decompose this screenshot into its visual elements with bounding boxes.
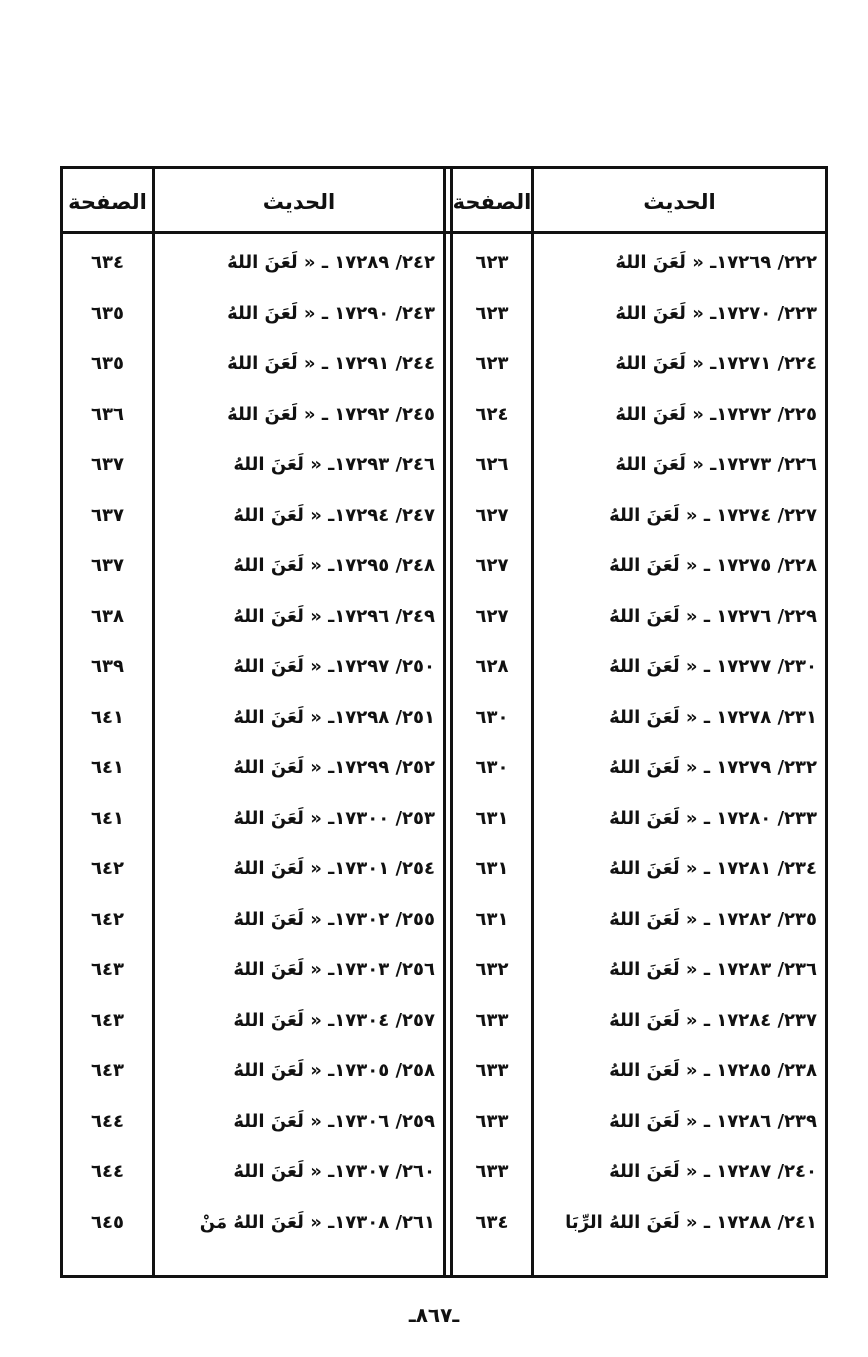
page-ref: ٦٣٥ xyxy=(91,303,124,324)
page-ref: ٦٤٢ xyxy=(91,909,124,930)
page-ref: ٦٣٢ xyxy=(475,959,509,980)
hadith-entry: ٢٥٥/ ١٧٣٠٢ـ « لَعَنَ اللهُ xyxy=(233,909,435,930)
hadith-entry: ٢٤٧/ ١٧٢٩٤ـ « لَعَنَ اللهُ xyxy=(233,505,435,526)
page-ref: ٦٢٤ xyxy=(475,404,509,425)
page-ref: ٦٣٧ xyxy=(91,555,124,576)
hadith-entry: ٢٢٨/ ١٧٢٧٥ ـ « لَعَنَ اللهُ xyxy=(609,555,817,576)
hadith-entry: ٢٤٦/ ١٧٢٩٣ـ « لَعَنَ اللهُ xyxy=(233,454,435,475)
page-ref: ٦٣٠ xyxy=(475,757,509,778)
page-ref: ٦٣٧ xyxy=(91,454,124,475)
hadith-entry: ٢٢٧/ ١٧٢٧٤ ـ « لَعَنَ اللهُ xyxy=(609,505,817,526)
hadith-entry: ٢٥٧/ ١٧٣٠٤ـ « لَعَنَ اللهُ xyxy=(233,1010,435,1031)
page-ref: ٦٣٤ xyxy=(91,252,124,273)
hadith-entry: ٢٣٤/ ١٧٢٨١ ـ « لَعَنَ اللهُ xyxy=(609,858,817,879)
hadith-entry: ٢٦١/ ١٧٣٠٨ـ « لَعَنَ اللهُ مَنْ xyxy=(199,1212,435,1233)
page-ref: ٦٣١ xyxy=(475,808,509,829)
header-hadith-right: الحديث xyxy=(643,190,716,214)
column-divider xyxy=(443,169,446,1275)
hadith-entry: ٢٤١/ ١٧٢٨٨ ـ « لَعَنَ اللهُ الرِّبَا xyxy=(565,1212,817,1233)
hadith-entry: ٢٢٤/ ١٧٢٧١ـ « لَعَنَ اللهُ xyxy=(615,353,817,374)
header-hadith-left: الحديث xyxy=(262,190,336,214)
index-table xyxy=(60,166,828,1278)
hadith-entry: ٢٤٥/ ١٧٢٩٢ ـ « لَعَنَ اللهُ xyxy=(227,404,435,425)
hadith-entry: ٢٤٠/ ١٧٢٨٧ ـ « لَعَنَ اللهُ xyxy=(609,1161,817,1182)
page-ref: ٦٣٥ xyxy=(91,353,124,374)
page-ref: ٦٣٤ xyxy=(475,1212,509,1233)
hadith-entry: ٢٤٣/ ١٧٢٩٠ ـ « لَعَنَ اللهُ xyxy=(227,303,435,324)
hadith-entry: ٢٣٨/ ١٧٢٨٥ ـ « لَعَنَ اللهُ xyxy=(609,1060,817,1081)
hadith-entry: ٢٥٢/ ١٧٢٩٩ـ « لَعَنَ اللهُ xyxy=(233,757,435,778)
hadith-entry: ٢٣١/ ١٧٢٧٨ ـ « لَعَنَ اللهُ xyxy=(609,707,817,728)
page-ref: ٦٣١ xyxy=(475,858,509,879)
hadith-entry: ٢٥٣/ ١٧٣٠٠ـ « لَعَنَ اللهُ xyxy=(233,808,435,829)
page-ref: ٦٣٣ xyxy=(475,1060,509,1081)
hadith-entry: ٢٥٦/ ١٧٣٠٣ـ « لَعَنَ اللهُ xyxy=(233,959,435,980)
hadith-entry: ٢٣٠/ ١٧٢٧٧ ـ « لَعَنَ اللهُ xyxy=(609,656,817,677)
page-number: ـ٨٦٧ـ xyxy=(408,1303,460,1327)
page-ref: ٦٣٣ xyxy=(475,1010,509,1031)
page-ref: ٦٤٢ xyxy=(91,858,124,879)
page-ref: ٦٣٦ xyxy=(91,404,124,425)
page-ref: ٦٣٧ xyxy=(91,505,124,526)
page-ref: ٦٤٣ xyxy=(91,1010,124,1031)
page-ref: ٦٤١ xyxy=(91,808,124,829)
page-ref: ٦٣١ xyxy=(475,909,509,930)
page-ref: ٦٤٥ xyxy=(91,1212,124,1233)
hadith-entry: ٢٥٤/ ١٧٣٠١ـ « لَعَنَ اللهُ xyxy=(233,858,435,879)
page-ref: ٦٢٧ xyxy=(475,606,509,627)
hadith-entry: ٢٤٩/ ١٧٢٩٦ـ « لَعَنَ اللهُ xyxy=(233,606,435,627)
hadith-entry: ٢٣٥/ ١٧٢٨٢ ـ « لَعَنَ اللهُ xyxy=(609,909,817,930)
hadith-entry: ٢٢٩/ ١٧٢٧٦ ـ « لَعَنَ اللهُ xyxy=(609,606,817,627)
hadith-entry: ٢٤٤/ ١٧٢٩١ ـ « لَعَنَ اللهُ xyxy=(227,353,435,374)
page-ref: ٦٤١ xyxy=(91,757,124,778)
hadith-entry: ٢٣٣/ ١٧٢٨٠ ـ « لَعَنَ اللهُ xyxy=(609,808,817,829)
hadith-entry: ٢٦٠/ ١٧٣٠٧ـ « لَعَنَ اللهُ xyxy=(233,1161,435,1182)
page-ref: ٦٢٧ xyxy=(475,555,509,576)
page-ref: ٦٤٤ xyxy=(91,1161,124,1182)
page-ref: ٦٣٩ xyxy=(91,656,124,677)
hadith-entry: ٢٢٦/ ١٧٢٧٣ـ « لَعَنَ اللهُ xyxy=(615,454,817,475)
header-divider xyxy=(63,231,825,234)
header-page-right: الصفحة xyxy=(452,190,532,214)
hadith-entry: ٢٤٨/ ١٧٢٩٥ـ « لَعَنَ اللهُ xyxy=(233,555,435,576)
page-ref: ٦٤٤ xyxy=(91,1111,124,1132)
page-ref: ٦٢٣ xyxy=(475,252,509,273)
hadith-entry: ٢٢٣/ ١٧٢٧٠ـ « لَعَنَ اللهُ xyxy=(615,303,817,324)
page-ref: ٦٣٣ xyxy=(475,1161,509,1182)
hadith-entry: ٢٥٨/ ١٧٣٠٥ـ « لَعَنَ اللهُ xyxy=(233,1060,435,1081)
hadith-entry: ٢٣٧/ ١٧٢٨٤ ـ « لَعَنَ اللهُ xyxy=(609,1010,817,1031)
page-ref: ٦٤٣ xyxy=(91,959,124,980)
hadith-entry: ٢٣٢/ ١٧٢٧٩ ـ « لَعَنَ اللهُ xyxy=(609,757,817,778)
page-ref: ٦٢٣ xyxy=(475,303,509,324)
header-page-left: الصفحة xyxy=(68,190,147,214)
page-ref: ٦٢٨ xyxy=(475,656,509,677)
page-ref: ٦٢٧ xyxy=(475,505,509,526)
hadith-entry: ٢٣٩/ ١٧٢٨٦ ـ « لَعَنَ اللهُ xyxy=(609,1111,817,1132)
page-ref: ٦٣٣ xyxy=(475,1111,509,1132)
page-ref: ٦٢٦ xyxy=(475,454,509,475)
page-ref: ٦٣٠ xyxy=(475,707,509,728)
hadith-entry: ٢٥١/ ١٧٢٩٨ـ « لَعَنَ اللهُ xyxy=(233,707,435,728)
page-ref: ٦٢٣ xyxy=(475,353,509,374)
hadith-entry: ٢٤٢/ ١٧٢٨٩ ـ « لَعَنَ اللهُ xyxy=(227,252,435,273)
hadith-entry: ٢٥٠/ ١٧٢٩٧ـ « لَعَنَ اللهُ xyxy=(233,656,435,677)
hadith-entry: ٢٣٦/ ١٧٢٨٣ ـ « لَعَنَ اللهُ xyxy=(609,959,817,980)
hadith-entry: ٢٢٥/ ١٧٢٧٢ـ « لَعَنَ اللهُ xyxy=(615,404,817,425)
hadith-entry: ٢٥٩/ ١٧٣٠٦ـ « لَعَنَ اللهُ xyxy=(233,1111,435,1132)
page-ref: ٦٤٣ xyxy=(91,1060,124,1081)
page-ref: ٦٣٨ xyxy=(91,606,124,627)
page-ref: ٦٤١ xyxy=(91,707,124,728)
hadith-entry: ٢٢٢/ ١٧٢٦٩ـ « لَعَنَ اللهُ xyxy=(615,252,817,273)
